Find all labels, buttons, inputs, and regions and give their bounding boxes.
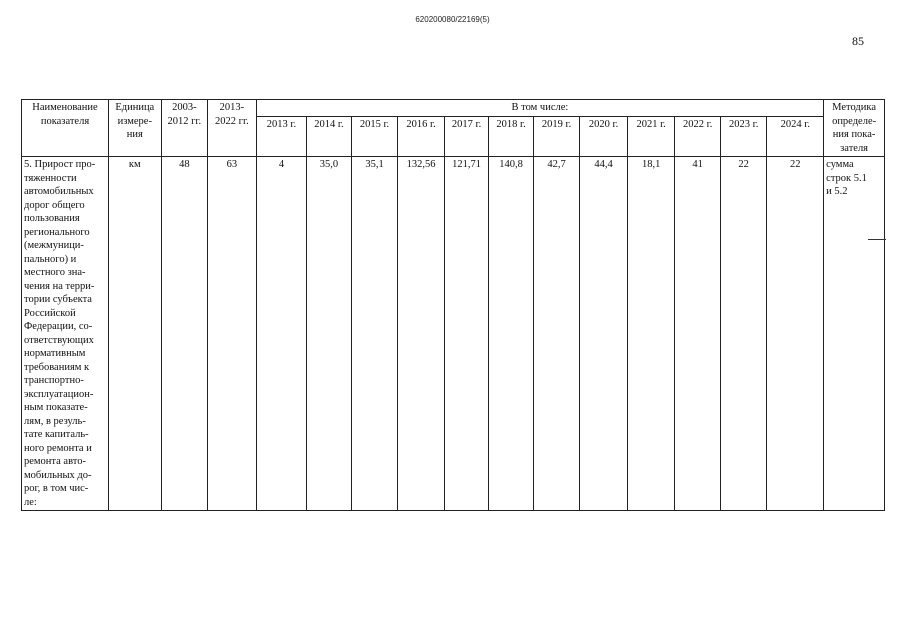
header-year: 2017 г. xyxy=(444,116,489,157)
header-year: 2024 г. xyxy=(767,116,824,157)
header-2013-2022: 2013- 2022 гг. xyxy=(208,100,257,157)
header-year: 2021 г. xyxy=(627,116,675,157)
value-year-cell: 18,1 xyxy=(627,157,675,511)
header-year: 2022 г. xyxy=(675,116,721,157)
header-unit: Единица измере- ния xyxy=(108,100,161,157)
header-indicator-name: Наименование показателя xyxy=(22,100,109,157)
value-year-cell: 121,71 xyxy=(444,157,489,511)
value-2013-2022-cell: 63 xyxy=(208,157,257,511)
header-year: 2014 г. xyxy=(307,116,352,157)
table-row xyxy=(22,157,885,511)
value-year-cell: 35,0 xyxy=(307,157,352,511)
header-year: 2018 г. xyxy=(489,116,534,157)
header-year: 2013 г. xyxy=(256,116,307,157)
value-year-cell: 22 xyxy=(720,157,767,511)
header-year: 2020 г. xyxy=(580,116,628,157)
value-year-cell: 140,8 xyxy=(489,157,534,511)
indicator-table xyxy=(21,99,885,511)
value-year-cell: 41 xyxy=(675,157,721,511)
header-including: В том числе: xyxy=(256,100,824,117)
table-header-row xyxy=(22,100,885,117)
header-year: 2023 г. xyxy=(720,116,767,157)
value-year-cell: 22 xyxy=(767,157,824,511)
value-year-cell: 4 xyxy=(256,157,307,511)
value-year-cell: 132,56 xyxy=(398,157,445,511)
value-year-cell: 35,1 xyxy=(351,157,398,511)
value-year-cell: 42,7 xyxy=(533,157,580,511)
scan-mark xyxy=(868,239,886,240)
value-2003-2012-cell: 48 xyxy=(161,157,208,511)
value-year-cell: 44,4 xyxy=(580,157,628,511)
header-year: 2015 г. xyxy=(351,116,398,157)
indicator-name-cell: 5. Прирост про- тяженности автомобильных дорог общего пользования регионального (межмуници- пального) и местного зна- чения на терри- тории субъекта Российской Федерации, со- ответствующих нормативным требованиям к транспортно- эксплуатацион- ным показате- лям, в резуль- тате капиталь- ного ремонта и ремонта авто- мобильных до- рог, в том чис- ле: xyxy=(22,157,109,511)
header-method: Методика определе- ния пока- зателя xyxy=(824,100,885,157)
header-2003-2012: 2003- 2012 гг. xyxy=(161,100,208,157)
method-cell: сумма строк 5.1 и 5.2 xyxy=(824,157,885,511)
header-year: 2016 г. xyxy=(398,116,445,157)
document-id: 620200080/22169(5) xyxy=(415,15,490,24)
page-number: 85 xyxy=(852,34,864,48)
unit-cell: км xyxy=(108,157,161,511)
header-year: 2019 г. xyxy=(533,116,580,157)
